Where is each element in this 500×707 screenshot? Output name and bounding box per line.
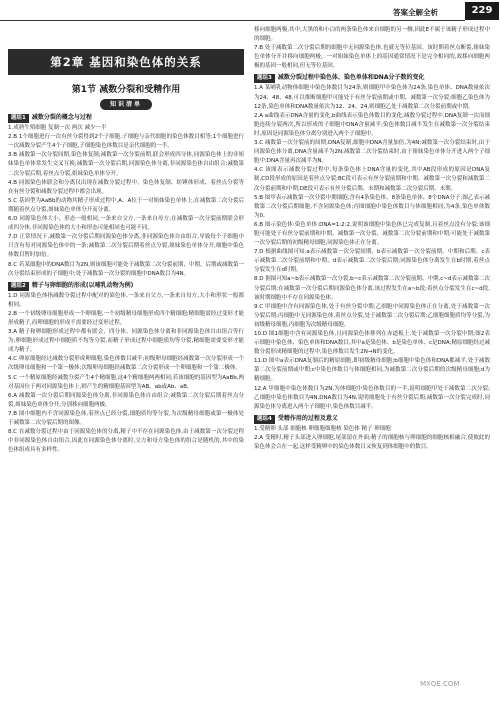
answer-item: 7.B 图中细胞内不含同源染色体,着丝点已经分裂,细胞质均等分裂,为次级精母细胞或第一极体处于减数第二次分裂后期的图像。 [8,410,244,426]
answer-item: 8.C 在减数分裂过程中由于同源染色体的分离,精子中不存在同源染色体,由于减数第一次分裂过程中非同源染色体自由组合,因此在同源染色体分离时,父方和母方染色体的组合是随机的,其中的染色体组成具有多样性。 [8,429,244,454]
topic-title: 精子与卵细胞的形成(以哺乳动物为例) [31,281,134,289]
answer-item: 3.B 减数第一次分裂间期,染色体复制;减数第一次分裂前期,联会形成四分体,同源染色体上的非姐妹染色单体常发生交叉互换;减数第一次分裂后期,同源染色体分离,非同源染色体自由组合;减数第二次分裂后期,着丝点分裂,姐妹染色单体分开。 [8,152,244,177]
answer-item: 10.D 图1细胞中含有同源染色体,且同源染色体排列在赤道板上,处于减数第一次分裂中期;图2表示细胞中染色体、染色单体和DNA数目,其中a是染色体、b是染色单体、c是DNA;精原细胞经过减数分裂形成精细胞的过程中,染色体数目发生2N→N的变化。 [254,331,490,356]
answer-item: 9.C 甲细胞中含有同源染色体,处于有丝分裂中期;乙细胞中同源染色体正在分离,处于减数第一次分裂后期;丙细胞中无同源染色体,着丝点分裂,处于减数第二次分裂后期;乙细胞细胞质均等分裂,为初级精母细胞,丙细胞为次级精母细胞。 [254,303,490,328]
topic-title: 减数分裂的概念与过程 [31,114,92,122]
answer-item: 8.D 据图可知a~b表示减数第一次分裂,b~c表示减数第二次分裂前期、中期,c~d表示减数第二次分裂后期;在减数第一次分裂后期同源染色体分离,该过程发生在a~b段;着丝点分裂发生在c~d段,该时期细胞中不存在同源染色体。 [254,276,490,301]
answer-item: 2.A a曲线表示DNA含量的变化,b曲线表示染色体数目的变化;减数分裂过程中,DNA复制一次而细胞连续分裂两次,所以形成的子细胞中DNA含量减半;染色体数目减半发生在减数第一次分裂结束时,原因是同源染色体分离分别进入两个子细胞中。 [254,112,490,137]
watermark: MXQE.COM [420,680,460,688]
answer-item: 4.B 同源染色体联会和分离仅出现在减数分裂过程中。染色体复制、纺锤体形成、着丝点分裂等在有丝分裂和减数分裂过程中都会出现。 [8,179,244,195]
answer-item: 5.B 图甲表示减数第一次分裂中期细胞,含有4条染色体、8条染色单体、8个DNA分子;图乙表示减数第二次分裂后期细胞,不含同源染色体;丙图细胞中染色体数目与体细胞相同,为4条,染色单体数为0。 [254,194,490,219]
answer-item: 2.A 受精时,精子头部进入卵细胞,尾部留在外面;精子的细胞核与卵细胞的细胞核相融合,使彼此的染色体会合在一起,这样受精卵中的染色体数目又恢复到体细胞中的数目。 [254,434,490,451]
book-brand: 答案全解全析 [393,8,438,17]
answer-item: 4.C 该图表示减数分裂过程中,每条染色体上DNA含量的变化,其中AB段形成的原因是DNA复制,CD段形成的原因是着丝点分裂;BC段可表示有丝分裂前期和中期、减数第一次分裂和减数第二次分裂前期和中期;DE段可表示有丝分裂后期、末期和减数第二次分裂后期、末期。 [254,167,490,192]
answer-item: 7.B 处于减数第二次分裂后期的细胞中无同源染色体,也就无等位基因。该时期着丝点断裂,姐妹染色单体分开并移向细胞两极。一对姐妹染色单体上的基因通常情况下是完全相同的,故移向细胞两极的基因一般相同,但无等位基因。 [254,45,490,70]
answer-item: 6.B 图示染色体:染色单体:DNA=1:2:2,说明该细胞中染色体已完成复制,且着丝点没有分裂;该细胞可能处于有丝分裂前期和中期、减数第一次分裂、减数第二次分裂前期和中期;可能处于减数第一次分裂后期的初级精母细胞,同源染色体正在分离。 [254,221,490,247]
answer-item: 1.受精卵 头部 细胞核 卵细胞细胞核 染色体 精子 卵细胞 [254,425,391,432]
answer-item: 3.A 精子和卵细胞形成过程中都有联会、四分体、同源染色体分离和非同源染色体自由组合等行为;卵细胞形成过程中细胞质不均等分裂,而精子形成过程中细胞质均等分裂,精细胞需要变形才能成为精子。 [8,329,244,354]
answer-item: 11.D 图中a表示DNA复制后的精原细胞,即初级精母细胞;b细胞中染色体和DNA都减半,处于减数第二次分裂前期或中期;c中染色体数目与体细胞相同,为减数第二次分裂后期的次级精母细胞;d为精细胞。 [254,358,490,383]
topic-tag: 题组1 [8,114,29,123]
chapter-title-banner: 第2章 基因和染色体的关系 [8,49,244,75]
right-column [254,26,490,452]
page-number: 229 [465,2,499,20]
answer-item: 1.D 同源染色体指减数分裂过程中配对的染色体,一条来自父方,一条来自母方,大小和形状一般都相同。 [8,292,244,308]
topic-heading-4 [254,414,490,424]
topic-heading-2 [8,281,244,291]
answer-item: 12.A 甲细胞中染色体数目为2N,为体细胞中染色体数目的一半,说明细胞甲处于减数第二次分裂;乙细胞中染色体数目为4N,DNA数目为4N,说明细胞处于有丝分裂后期;减数第一次分裂完成时,同源染色体分离进入两个子细胞中,染色体数目减半。 [254,385,490,410]
answer-item: 7.D 正常情况下,减数第一次分裂后期同源染色体分离,非同源染色体自由组合,导致每个子细胞中只含有每对同源染色体中的一条;减数第二次分裂后期着丝点分裂,姐妹染色单体分开,细胞中染色体数目暂时加倍。 [8,234,244,259]
answer-item: 2.B 一个初级卵母细胞形成一个卵细胞,一个初级精母细胞形成四个精细胞;精细胞需经过变形才能形成精子,而卵细胞的形成不需要经过变形过程。 [8,310,244,326]
section-title: 第1节 减数分裂和受精作用 [71,85,181,95]
answer-item: 5.C 基因型为AaBb的动物其精子形成过程中,A、A位于一对姐妹染色单体上,在减数第二次分裂后期随着丝点分裂,姐妹染色单体分开而分离。 [8,197,244,213]
topic-tag: 题组3 [254,74,275,83]
answer-item: 3.C 减数第一次分裂前的间期,DNA复制,细胞中DNA含量加倍,为4N;减数第一次分裂结束时,由于同源染色体分离,DNA含量减半为2N;减数第二次分裂结束时,由于姐妹染色单体分开进入两个子细胞中,DNA含量再次减半为N。 [254,140,490,165]
pill-label: 知识清单 [100,99,152,110]
answer-item: 移向细胞两极,其中,大黑的和小白的两条染色体来自细胞的另一侧,因此E不属于该精子形成过程中的细胞。 [254,27,490,43]
header-rule [0,20,465,21]
answer-item: 2.B 1个细胞进行一次有丝分裂得到2个子细胞,子细胞与亲代细胞的染色体数目相等;1个细胞进行一次减数分裂产生4个子细胞,子细胞染色体数目是亲代细胞的一半。 [8,134,244,150]
topic-heading-1 [8,113,244,123]
answer-item: 4.C 卵原细胞经过减数分裂形成卵细胞,染色体数目减半;初级卵母细胞经减数第一次分裂形成一个次级卵母细胞和一个第一极体;次级卵母细胞经减数第二次分裂形成一个卵细胞和一个第二极体。 [8,356,244,372]
left-column [8,80,244,455]
answer-item: 5.C 一个精原细胞经减数分裂产生4个精细胞,这4个精细胞两两相同;若该细胞的基因型为AaBb,两对基因位于两对同源染色体上,则产生的精细胞基因型为AB、ab或Ab、aB。 [8,374,244,390]
topic-heading-3 [254,73,490,83]
answer-item: 1.A 某哺乳动物体细胞中染色体数目为24条,则细胞甲中染色体为24条,染色单体、DNA数量依次为24、48、48,可以推断细胞甲可能处于有丝分裂前期或中期、减数第一次分裂;细胞乙染色体为12条,染色单体和DNA数量依次为12、24、24,则细胞乙处于减数第二次分裂前期或中期。 [254,85,490,110]
topic-title: 受精作用的过程及意义 [277,414,338,422]
answer-item: 6.A 减数第一次分裂后期同源染色体分离,非同源染色体自由组合;减数第二次分裂后期着丝点分裂,姐妹染色单体分开,分别移向细胞两极。 [8,392,244,408]
topic-tag: 题组2 [8,282,29,291]
topic-title: 减数分裂过程中染色体、染色单体和DNA分子数的变化 [277,74,425,82]
answer-item: 1.成熟生殖细胞 复制一次 两次 减少一半 [8,125,107,132]
topic-tag: 题组4 [254,415,275,424]
answer-item: 8.C 若某细胞中的DNA数目为2N,则该细胞可能处于减数第二次分裂前期、中期、后期或减数第一次分裂结束形成的子细胞中;处于减数第一次分裂的细胞中DNA数目为4N。 [8,261,244,277]
answer-item: 7.D 根据曲线图可知:a表示减数第一次分裂间期、b表示减数第一次分裂前期、中期和后期、c表示减数第二次分裂前期和中期、d表示减数第二次分裂后期;同源染色体分离发生在b时期,着丝点分裂发生在d时期。 [254,249,490,274]
page-header [0,0,500,22]
knowledge-list-pill [8,99,244,110]
answer-item: 6.D 同源染色体大小、形态一般相同,一条来自父方,一条来自母方;在减数第一次分裂前期联会形成四分体,非同源染色体的大小和形态可能相同也可能不同。 [8,216,244,232]
